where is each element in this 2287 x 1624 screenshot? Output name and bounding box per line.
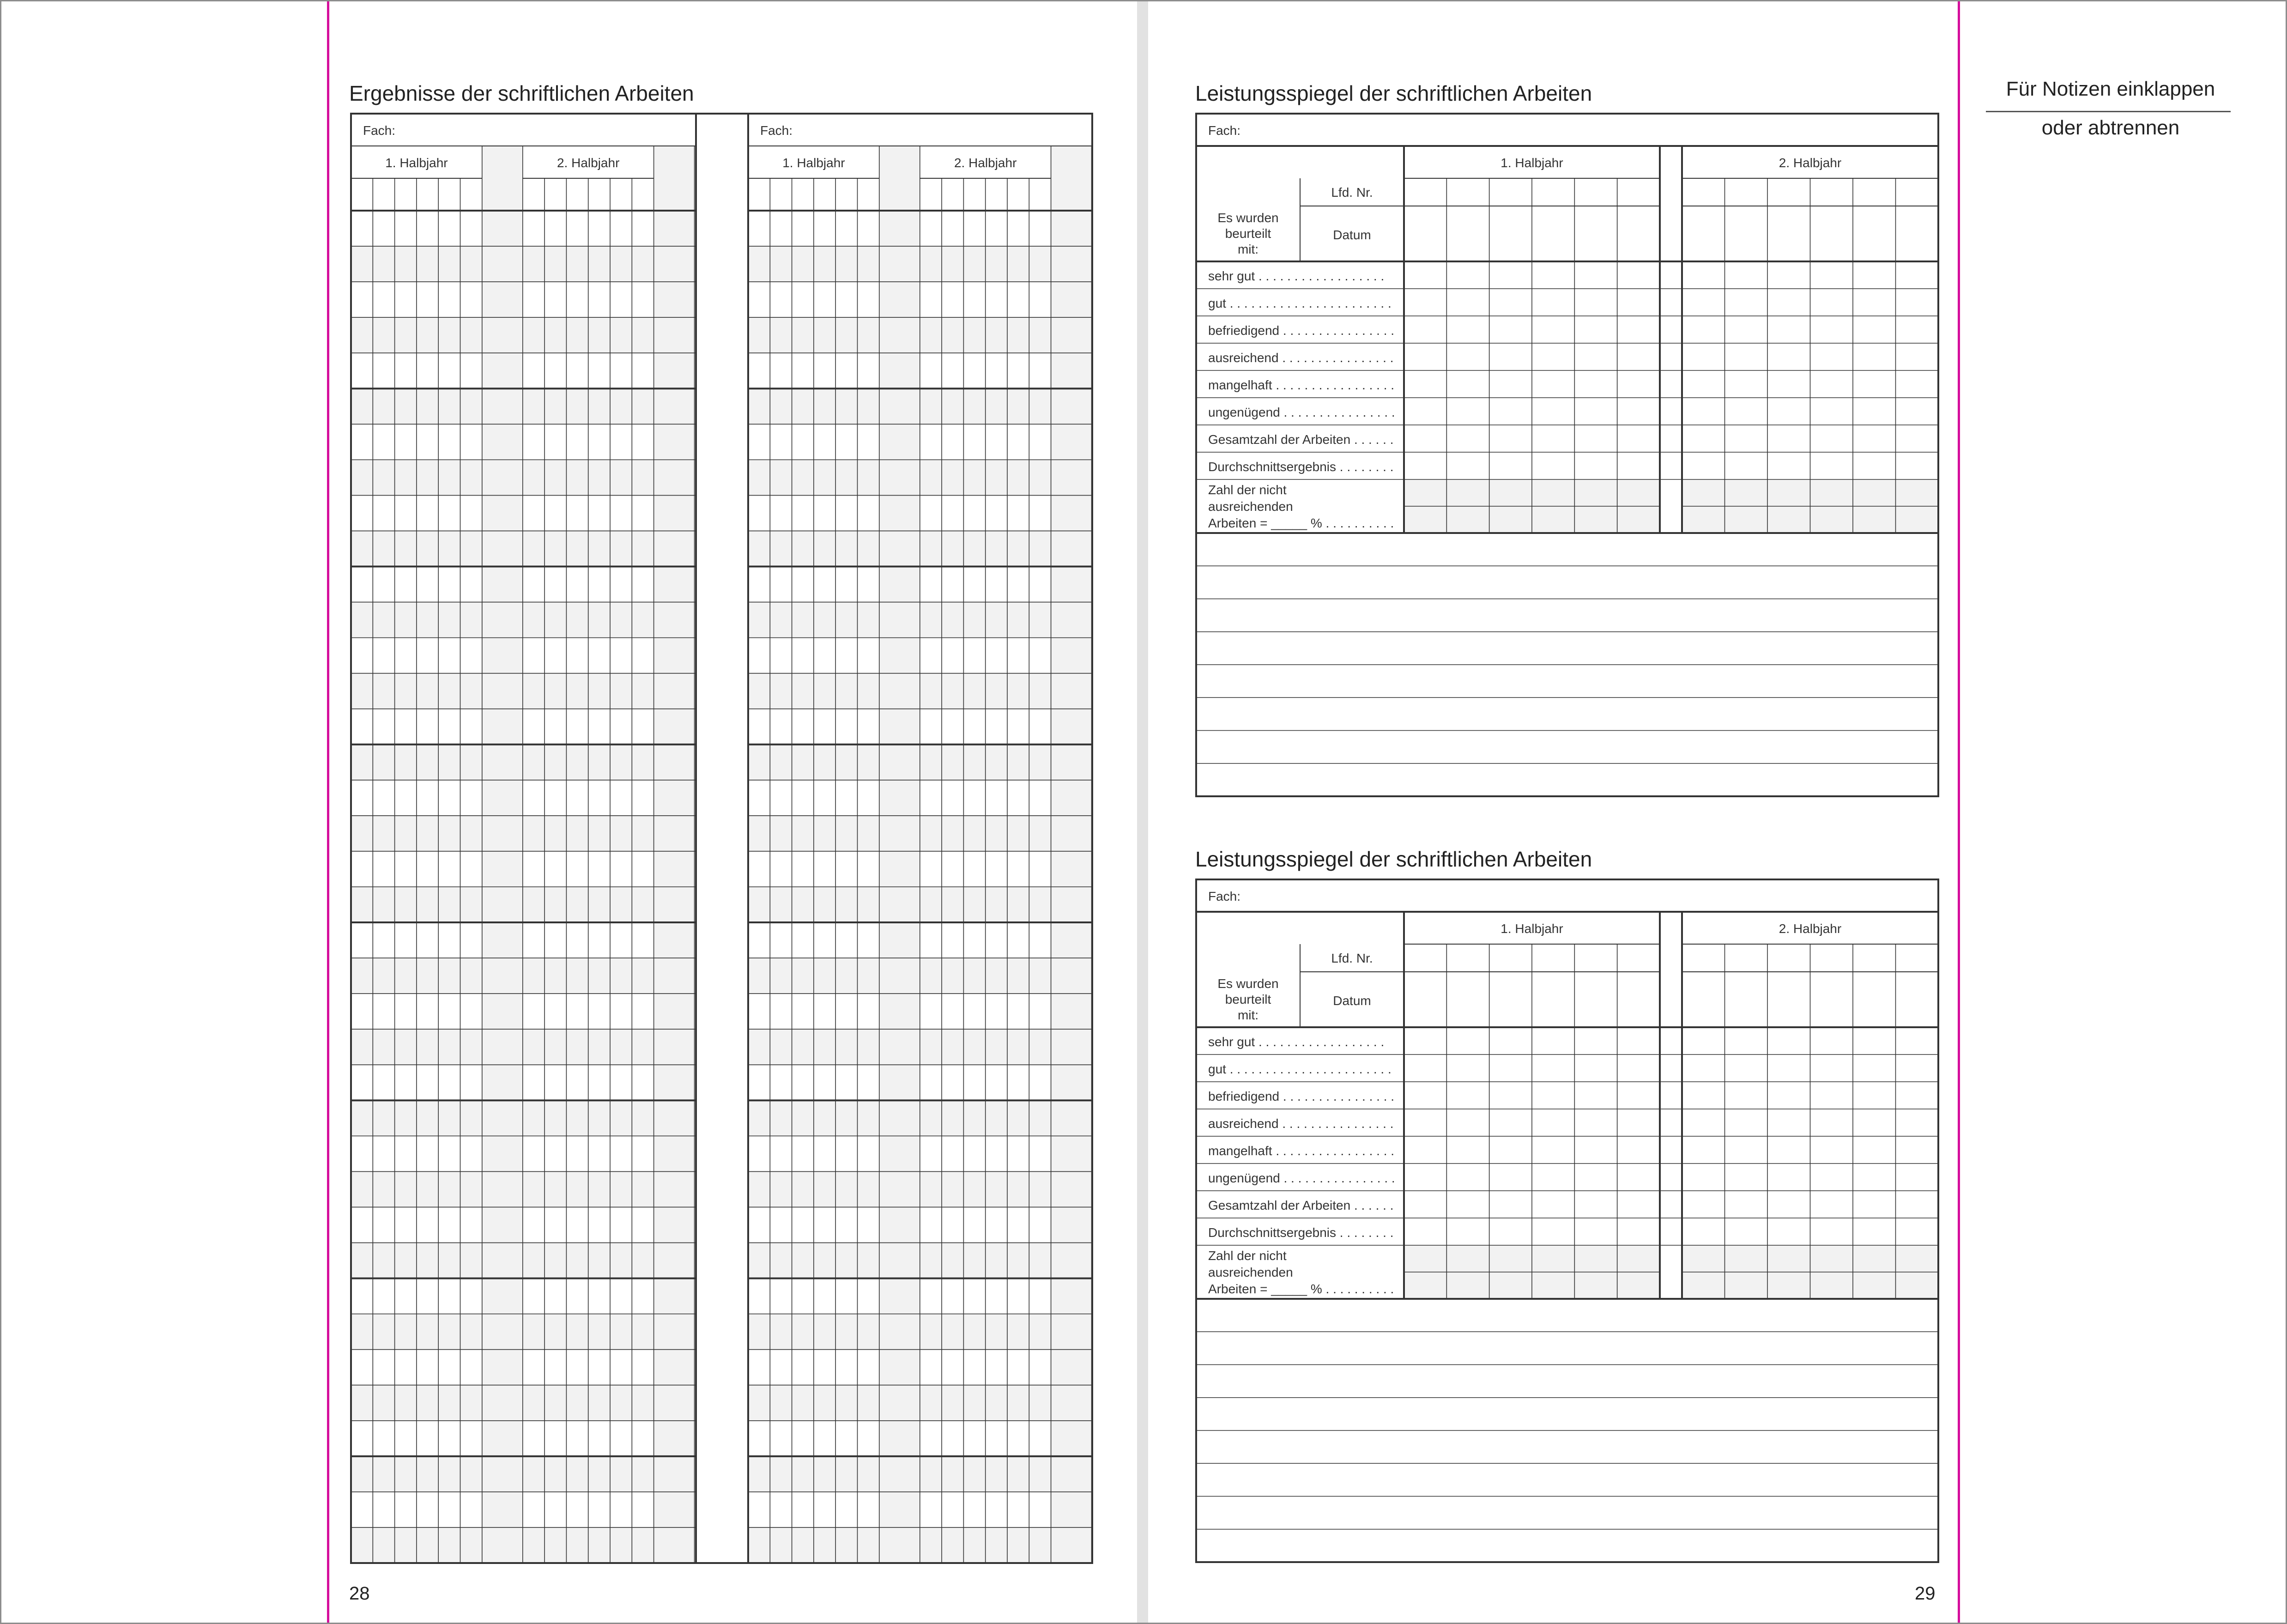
rated-with-label: beurteilt <box>1225 226 1271 241</box>
half2-label: 2. Halbjahr <box>1779 921 1842 936</box>
performance-outer-border <box>1196 114 1938 796</box>
half1-label: 1. Halbjahr <box>782 156 845 170</box>
grade-label: ungenügend . . . . . . . . . . . . . . . . <box>1208 405 1395 419</box>
grade-label: sehr gut . . . . . . . . . . . . . . . . . . <box>1208 269 1385 283</box>
fach-label: Fach: <box>363 123 396 138</box>
half1-label: 1. Halbjahr <box>1500 921 1563 936</box>
rated-with-label: Es wurden <box>1217 211 1279 225</box>
grade-label: ausreichend . . . . . . . . . . . . . . . . <box>1208 1116 1394 1131</box>
grade-label: befriedigend . . . . . . . . . . . . . . . . <box>1208 1089 1395 1103</box>
grade-label: sehr gut . . . . . . . . . . . . . . . . . . <box>1208 1035 1385 1049</box>
half2-label: 2. Halbjahr <box>1779 156 1842 170</box>
not-sufficient-label: ausreichenden <box>1208 499 1293 514</box>
grade-label: Gesamtzahl der Arbeiten . . . . . . <box>1208 432 1394 447</box>
rated-with-label: mit: <box>1237 1008 1259 1022</box>
grade-label: Gesamtzahl der Arbeiten . . . . . . <box>1208 1198 1394 1212</box>
half1-label: 1. Halbjahr <box>1500 156 1563 170</box>
grade-label: gut . . . . . . . . . . . . . . . . . . . . . . . <box>1208 296 1392 310</box>
datum-label: Datum <box>1333 228 1371 242</box>
lfd-nr-label: Lfd. Nr. <box>1331 185 1373 200</box>
notes-hint-line2: oder abtrennen <box>2041 116 2180 139</box>
shaded-column <box>482 146 523 1563</box>
performance-title-2: Leistungsspiegel der schriftlichen Arbeiten <box>1195 847 1592 871</box>
shaded-column <box>1051 146 1092 1563</box>
fach-label: Fach: <box>760 123 793 138</box>
rated-with-label: mit: <box>1237 242 1259 256</box>
page-number-left: 28 <box>349 1583 370 1604</box>
grade-label: ausreichend . . . . . . . . . . . . . . . . <box>1208 351 1394 365</box>
not-sufficient-label: Arbeiten = _____ % . . . . . . . . . . <box>1208 1282 1394 1296</box>
not-sufficient-label: Zahl der nicht <box>1208 483 1287 497</box>
grade-label: Durchschnittsergebnis . . . . . . . . <box>1208 460 1394 474</box>
results-title: Ergebnisse der schriftlichen Arbeiten <box>349 81 694 105</box>
rated-with-label: Es wurden <box>1217 976 1279 991</box>
shaded-column <box>654 146 695 1563</box>
half2-label: 2. Halbjahr <box>954 156 1017 170</box>
performance-outer-border <box>1196 879 1938 1562</box>
notes-hint-line1: Für Notizen einklappen <box>2006 78 2215 100</box>
not-sufficient-label: ausreichenden <box>1208 1265 1293 1279</box>
grade-label: befriedigend . . . . . . . . . . . . . . . . <box>1208 323 1395 338</box>
datum-label: Datum <box>1333 994 1371 1008</box>
grade-label: mangelhaft . . . . . . . . . . . . . . . . . <box>1208 1144 1395 1158</box>
half2-label: 2. Halbjahr <box>557 156 620 170</box>
not-sufficient-label: Zahl der nicht <box>1208 1248 1287 1263</box>
not-sufficient-label: Arbeiten = _____ % . . . . . . . . . . <box>1208 516 1394 530</box>
shaded-column <box>879 146 920 1563</box>
grade-label: mangelhaft . . . . . . . . . . . . . . . . . <box>1208 378 1395 392</box>
lfd-nr-label: Lfd. Nr. <box>1331 951 1373 965</box>
grade-label: Durchschnittsergebnis . . . . . . . . <box>1208 1225 1394 1240</box>
fach-label: Fach: <box>1208 123 1241 138</box>
fach-label: Fach: <box>1208 889 1241 903</box>
page-number-right: 29 <box>1915 1583 1936 1604</box>
performance-title-1: Leistungsspiegel der schriftlichen Arbeiten <box>1195 81 1592 105</box>
half1-label: 1. Halbjahr <box>385 156 448 170</box>
grade-label: ungenügend . . . . . . . . . . . . . . . . <box>1208 1171 1395 1185</box>
rated-with-label: beurteilt <box>1225 992 1271 1006</box>
grade-label: gut . . . . . . . . . . . . . . . . . . . . . . . <box>1208 1062 1392 1076</box>
